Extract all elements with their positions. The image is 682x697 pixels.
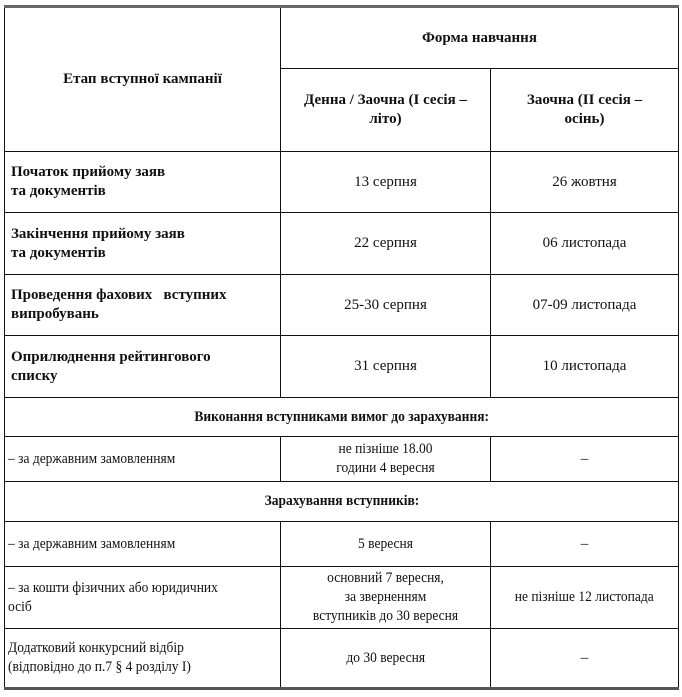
enrollment-date-line1: основний 7 вересня,	[327, 570, 444, 586]
stage-label-line2: списку	[11, 367, 58, 384]
stage-label-line1: Проведення фахових вступних	[11, 287, 227, 303]
stage-label	[5, 336, 281, 398]
stage-label	[5, 152, 281, 213]
stage-date-second: 07-09 листопада	[491, 275, 679, 336]
requirements-label	[5, 437, 281, 482]
requirements-title-text: Виконання вступниками вимог до зарахування:	[194, 408, 489, 425]
enrollment-date-second-text: не пізніше 12 листопада	[514, 589, 655, 605]
column-header-first-line1: Денна / Заочна (І сесія –	[304, 92, 467, 108]
form-header: Форма навчання	[422, 29, 537, 46]
enrollment-label	[5, 522, 281, 567]
enrollment-date-second: –	[491, 522, 679, 567]
form-header-cell	[281, 7, 679, 69]
enrollment-date-second	[491, 567, 679, 629]
requirements-date-first	[281, 437, 491, 482]
stage-label	[5, 213, 281, 275]
enrollment-row	[5, 629, 679, 689]
enrollment-date-line1: 5 вересня	[358, 535, 413, 552]
stage-date-first: 22 серпня	[281, 213, 491, 275]
stage-date-first: 25-30 серпня	[281, 275, 491, 336]
enrollment-date-line3: вступників до 30 вересня	[312, 608, 459, 624]
column-header-second-session	[491, 69, 679, 152]
stage-row	[5, 336, 679, 398]
enrollment-date-first	[281, 522, 491, 567]
stage-header-cell	[5, 7, 281, 152]
enrollment-section-title	[5, 482, 679, 522]
enrollment-label	[5, 567, 281, 629]
enrollment-title-text: Зарахування вступників:	[264, 493, 419, 509]
stage-date-second: 10 листопада	[491, 336, 679, 398]
stage-label	[5, 275, 281, 336]
enrollment-date-first	[281, 629, 491, 689]
stage-date-first: 13 серпня	[281, 152, 491, 213]
column-header-second-line1: Заочна (ІІ сесія –	[526, 92, 643, 108]
requirements-label-text: – за державним замовленням	[8, 450, 176, 467]
stage-date-second: 26 жовтня	[491, 152, 679, 213]
stage-label-line2: та документів	[11, 183, 106, 199]
enrollment-label-line1: – за державним замовленням	[8, 535, 176, 552]
enrollment-section-row	[5, 482, 679, 522]
stage-label-line1: Оприлюднення рейтингового	[11, 348, 211, 365]
enrollment-label-line1: Додатковий конкурсний відбір	[8, 640, 184, 656]
requirements-row	[5, 437, 679, 482]
stage-label-line2: та документів	[11, 244, 106, 261]
requirements-date-line2: години 4 вересня	[336, 460, 435, 476]
enrollment-date-second: –	[491, 629, 679, 689]
stage-row	[5, 152, 679, 213]
stage-header: Етап вступної кампанії	[63, 71, 222, 87]
requirements-date-second: –	[491, 437, 679, 482]
enrollment-label	[5, 629, 281, 689]
stage-date-first: 31 серпня	[281, 336, 491, 398]
enrollment-row	[5, 567, 679, 629]
enrollment-date-line1: до 30 вересня	[346, 649, 425, 666]
enrollment-row	[5, 522, 679, 567]
enrollment-date-first	[281, 567, 491, 629]
stage-date-second: 06 листопада	[491, 213, 679, 275]
requirements-date-line1: не пізніше 18.00	[338, 441, 433, 457]
requirements-section-row	[5, 398, 679, 437]
enrollment-date-line2: за зверненням	[344, 589, 427, 605]
stage-row	[5, 275, 679, 336]
stage-label-line1: Закінчення прийому заяв	[11, 225, 185, 242]
column-header-first-line2: літо)	[369, 111, 402, 127]
enrollment-label-line2: (відповідно до п.7 § 4 розділу І)	[8, 659, 191, 675]
stage-label-line2: випробувань	[11, 306, 99, 322]
column-header-second-line2: осінь)	[564, 111, 605, 127]
admission-schedule-table	[4, 5, 679, 690]
stage-row	[5, 213, 679, 275]
stage-label-line1: Початок прийому заяв	[11, 164, 166, 180]
header-row-1	[5, 7, 679, 69]
enrollment-label-line1: – за кошти фізичних або юридичних	[8, 579, 218, 596]
requirements-section-title	[5, 398, 679, 437]
enrollment-label-line2: осіб	[8, 598, 32, 615]
column-header-first-session	[281, 69, 491, 152]
